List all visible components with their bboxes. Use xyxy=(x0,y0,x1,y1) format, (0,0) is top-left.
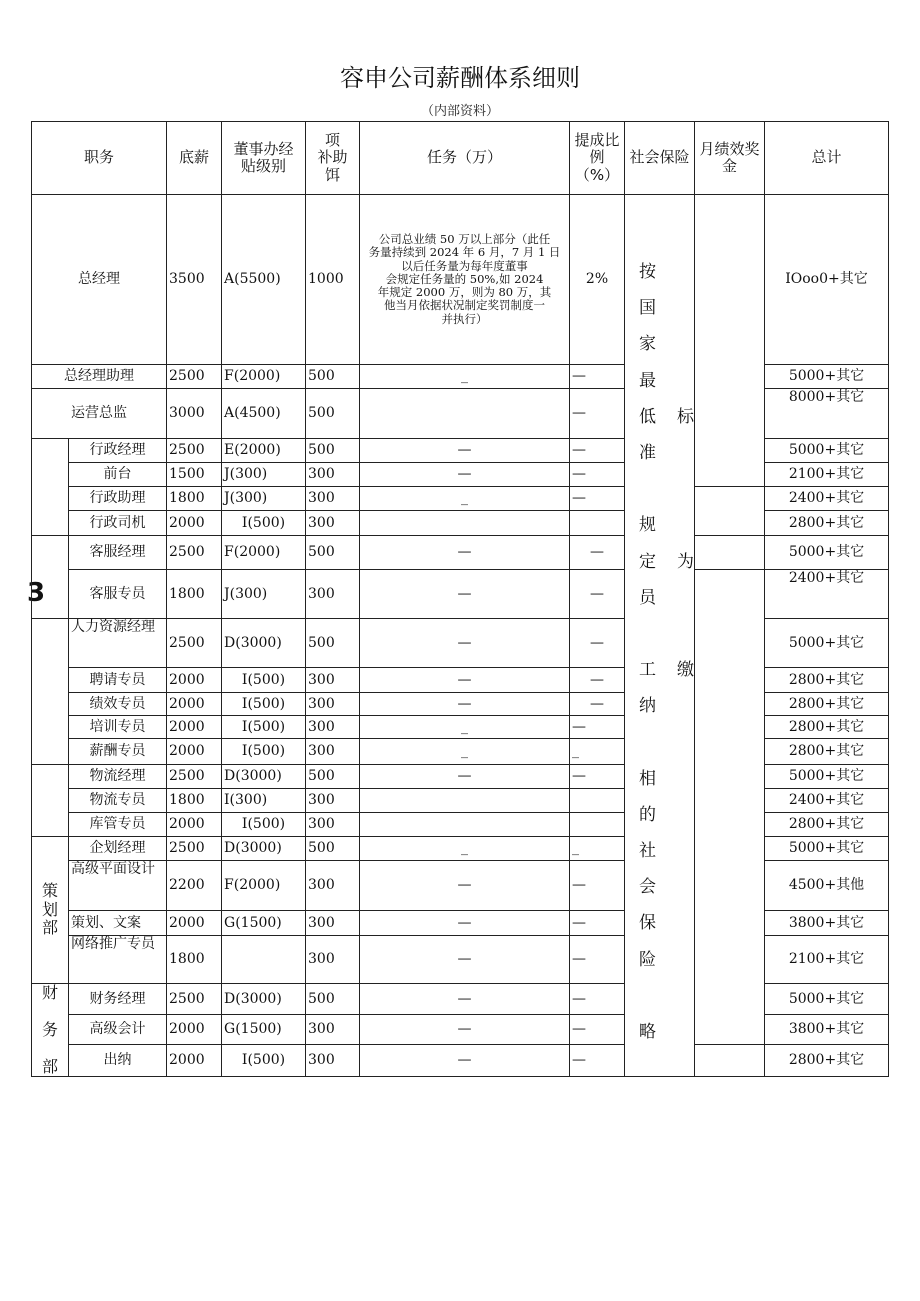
dept-cell-finance: 财 务 部 xyxy=(32,984,69,1077)
table-row xyxy=(32,570,889,619)
bonus-cell xyxy=(695,536,765,570)
dept-cell-service xyxy=(32,536,69,619)
allowance-cell: 300 xyxy=(306,911,360,936)
page-subtitle: （内部资料） xyxy=(420,104,499,119)
bonus-cell xyxy=(695,1045,765,1077)
header-social: 社会保险 xyxy=(625,122,695,195)
social-insurance-cell: 按 国 家 最 低 标 准 规 定 为 员 工 缴 纳 相 的 社 会 保 险 略 xyxy=(625,195,695,1077)
allowance-cell: 300 xyxy=(306,487,360,511)
ratio-cell: _ xyxy=(570,739,625,765)
task-cell xyxy=(360,511,570,536)
subsidy-cell: A(5500) xyxy=(222,195,306,365)
bonus-cell xyxy=(695,195,765,487)
allowance-cell: 300 xyxy=(306,1014,360,1045)
subsidy-cell: D(3000) xyxy=(222,984,306,1015)
subsidy-cell: I(500) xyxy=(222,1045,306,1077)
position-cell: 行政经理 xyxy=(69,439,167,463)
base-cell: 2000 xyxy=(167,1014,222,1045)
task-cell: — xyxy=(360,439,570,463)
subsidy-cell xyxy=(222,936,306,984)
base-cell: 2500 xyxy=(167,536,222,570)
allowance-cell: 500 xyxy=(306,439,360,463)
position-cell: 财务经理 xyxy=(69,984,167,1015)
total-cell: 2800+其它 xyxy=(765,716,889,739)
total-cell: 3800+其它 xyxy=(765,1014,889,1045)
position-cell: 库管专员 xyxy=(69,813,167,837)
allowance-cell: 300 xyxy=(306,1045,360,1077)
subsidy-cell: I(500) xyxy=(222,716,306,739)
header-row xyxy=(32,122,889,195)
position-cell: 物流经理 xyxy=(69,765,167,789)
base-cell: 2500 xyxy=(167,837,222,861)
page-title: 容申公司薪酬体系细则 xyxy=(340,64,580,92)
position-cell: 总经理助理 xyxy=(32,365,167,389)
ratio-cell: — xyxy=(570,765,625,789)
allowance-cell: 300 xyxy=(306,789,360,813)
dept-cell-admin xyxy=(32,439,69,536)
allowance-cell: 300 xyxy=(306,716,360,739)
ratio-cell: — xyxy=(570,984,625,1015)
dept-cell-logistics xyxy=(32,765,69,837)
total-cell: 2100+其它 xyxy=(765,463,889,487)
base-cell: 3000 xyxy=(167,389,222,439)
dept-cell-planning: 策 划 部 xyxy=(32,837,69,984)
task-cell xyxy=(360,389,570,439)
base-cell: 2500 xyxy=(167,765,222,789)
subsidy-cell: I(500) xyxy=(222,668,306,693)
base-cell: 2000 xyxy=(167,511,222,536)
ratio-cell: — xyxy=(570,911,625,936)
task-cell: — xyxy=(360,463,570,487)
bonus-cell xyxy=(695,487,765,536)
subsidy-cell: F(2000) xyxy=(222,536,306,570)
base-cell: 1800 xyxy=(167,570,222,619)
allowance-cell: 500 xyxy=(306,389,360,439)
position-cell: 客服经理 xyxy=(69,536,167,570)
position-cell: 高级会计 xyxy=(69,1014,167,1045)
ratio-cell xyxy=(570,511,625,536)
base-cell: 1800 xyxy=(167,789,222,813)
salary-table xyxy=(31,121,889,1077)
task-cell xyxy=(360,813,570,837)
total-cell: 2800+其它 xyxy=(765,668,889,693)
base-cell: 2000 xyxy=(167,813,222,837)
ratio-cell: — xyxy=(570,1045,625,1077)
task-cell: — xyxy=(360,536,570,570)
position-cell: 出纳 xyxy=(69,1045,167,1077)
position-cell: 策划、文案 xyxy=(69,911,167,936)
total-cell: IOoo0+其它 xyxy=(765,195,889,365)
subsidy-cell: D(3000) xyxy=(222,765,306,789)
total-cell: 2800+其它 xyxy=(765,739,889,765)
header-task: 任务（万） xyxy=(360,122,570,195)
task-cell: _ xyxy=(360,716,570,739)
subsidy-cell: D(3000) xyxy=(222,837,306,861)
task-cell: — xyxy=(360,861,570,911)
subsidy-cell: E(2000) xyxy=(222,439,306,463)
base-cell: 2000 xyxy=(167,739,222,765)
ratio-cell: — xyxy=(570,439,625,463)
allowance-cell: 300 xyxy=(306,813,360,837)
ratio-cell: — xyxy=(570,389,625,439)
subsidy-cell: D(3000) xyxy=(222,619,306,668)
ratio-cell: 2% xyxy=(570,195,625,365)
ratio-cell: — xyxy=(570,487,625,511)
position-cell: 行政司机 xyxy=(69,511,167,536)
position-cell: 客服专员 xyxy=(69,570,167,619)
subsidy-cell: J(300) xyxy=(222,463,306,487)
position-cell: 聘请专员 xyxy=(69,668,167,693)
ratio-cell: _ xyxy=(570,837,625,861)
ratio-cell: — xyxy=(570,861,625,911)
subsidy-cell: J(300) xyxy=(222,487,306,511)
total-cell: 5000+其它 xyxy=(765,837,889,861)
base-cell: 2000 xyxy=(167,911,222,936)
total-cell: 3800+其它 xyxy=(765,911,889,936)
total-cell: 4500+其他 xyxy=(765,861,889,911)
table-row xyxy=(32,1045,889,1077)
task-cell: — xyxy=(360,911,570,936)
allowance-cell: 300 xyxy=(306,693,360,716)
subsidy-cell: F(2000) xyxy=(222,365,306,389)
total-cell: 2800+其它 xyxy=(765,1045,889,1077)
ratio-cell: — xyxy=(570,693,625,716)
subsidy-cell: I(500) xyxy=(222,511,306,536)
allowance-cell: 300 xyxy=(306,739,360,765)
base-cell: 2500 xyxy=(167,365,222,389)
allowance-cell: 500 xyxy=(306,536,360,570)
header-position: 职务 xyxy=(32,122,167,195)
total-cell: 2400+其它 xyxy=(765,570,889,619)
allowance-cell: 1000 xyxy=(306,195,360,365)
subsidy-cell: I(300) xyxy=(222,789,306,813)
subsidy-cell: J(300) xyxy=(222,570,306,619)
ratio-cell: — xyxy=(570,365,625,389)
base-cell: 2000 xyxy=(167,668,222,693)
total-cell: 8000+其它 xyxy=(765,389,889,439)
total-cell: 2800+其它 xyxy=(765,511,889,536)
base-cell: 2500 xyxy=(167,619,222,668)
total-cell: 5000+其它 xyxy=(765,536,889,570)
ratio-cell xyxy=(570,789,625,813)
base-cell: 2500 xyxy=(167,984,222,1015)
ratio-cell: — xyxy=(570,668,625,693)
ratio-cell: — xyxy=(570,936,625,984)
position-cell: 培训专员 xyxy=(69,716,167,739)
table-row xyxy=(32,195,889,365)
position-cell: 物流专员 xyxy=(69,789,167,813)
position-cell: 薪酬专员 xyxy=(69,739,167,765)
task-cell: — xyxy=(360,1014,570,1045)
task-cell: — xyxy=(360,984,570,1015)
total-cell: 5000+其它 xyxy=(765,984,889,1015)
subsidy-cell: I(500) xyxy=(222,739,306,765)
base-cell: 1800 xyxy=(167,487,222,511)
ratio-cell: — xyxy=(570,716,625,739)
total-cell: 2100+其它 xyxy=(765,936,889,984)
position-cell: 网络推广专员 xyxy=(69,936,167,984)
task-cell: _ xyxy=(360,365,570,389)
total-cell: 5000+其它 xyxy=(765,765,889,789)
task-cell: — xyxy=(360,765,570,789)
total-cell: 5000+其它 xyxy=(765,365,889,389)
header-total: 总计 xyxy=(765,122,889,195)
header-base: 底薪 xyxy=(167,122,222,195)
allowance-cell: 500 xyxy=(306,837,360,861)
dept-cell-hr xyxy=(32,619,69,765)
allowance-cell: 300 xyxy=(306,936,360,984)
allowance-cell: 300 xyxy=(306,570,360,619)
allowance-cell: 500 xyxy=(306,619,360,668)
task-cell: — xyxy=(360,619,570,668)
table-row xyxy=(32,487,889,511)
allowance-cell: 300 xyxy=(306,511,360,536)
task-cell: — xyxy=(360,668,570,693)
base-cell: 2500 xyxy=(167,439,222,463)
position-cell: 企划经理 xyxy=(69,837,167,861)
allowance-cell: 500 xyxy=(306,365,360,389)
allowance-cell: 300 xyxy=(306,463,360,487)
ratio-cell: — xyxy=(570,463,625,487)
task-cell: _ xyxy=(360,837,570,861)
subsidy-cell: F(2000) xyxy=(222,861,306,911)
total-cell: 2400+其它 xyxy=(765,487,889,511)
header-subsidy: 董事办经 贴级别 xyxy=(222,122,306,195)
task-cell: — xyxy=(360,936,570,984)
total-cell: 5000+其它 xyxy=(765,619,889,668)
base-cell: 2000 xyxy=(167,1045,222,1077)
total-cell: 2400+其它 xyxy=(765,789,889,813)
position-cell: 前台 xyxy=(69,463,167,487)
position-cell: 高级平面设计 xyxy=(69,861,167,911)
ratio-cell xyxy=(570,813,625,837)
total-cell: 2800+其它 xyxy=(765,693,889,716)
allowance-cell: 500 xyxy=(306,765,360,789)
task-cell: 公司总业绩 50 万以上部分（此任 务量持续到 2024 年 6 月，7 月 1 日 以后任务量为每年度董事 会规定任务量的 50%,如 2024 年规定 2000 万，则为 80 万，其 他当月依据状况制定奖罚制度一 并执行） xyxy=(360,195,570,365)
task-cell xyxy=(360,789,570,813)
position-cell: 绩效专员 xyxy=(69,693,167,716)
task-cell: _ xyxy=(360,739,570,765)
base-cell: 3500 xyxy=(167,195,222,365)
base-cell: 1800 xyxy=(167,936,222,984)
ratio-cell: — xyxy=(570,1014,625,1045)
total-cell: 5000+其它 xyxy=(765,439,889,463)
base-cell: 1500 xyxy=(167,463,222,487)
task-cell: _ xyxy=(360,487,570,511)
total-cell: 2800+其它 xyxy=(765,813,889,837)
task-cell: — xyxy=(360,1045,570,1077)
margin-mark: 3 xyxy=(27,578,46,608)
ratio-cell: — xyxy=(570,536,625,570)
subsidy-cell: G(1500) xyxy=(222,911,306,936)
allowance-cell: 500 xyxy=(306,984,360,1015)
position-cell: 人力资源经理 xyxy=(69,619,167,668)
allowance-cell: 300 xyxy=(306,668,360,693)
base-cell: 2200 xyxy=(167,861,222,911)
header-allowance: 项 补助 饵 xyxy=(306,122,360,195)
allowance-cell: 300 xyxy=(306,861,360,911)
ratio-cell: — xyxy=(570,570,625,619)
bonus-cell xyxy=(695,570,765,1045)
header-ratio: 提成比 例 （%） xyxy=(570,122,625,195)
position-cell: 行政助理 xyxy=(69,487,167,511)
subsidy-cell: I(500) xyxy=(222,693,306,716)
position-cell: 总经理 xyxy=(32,195,167,365)
task-cell: — xyxy=(360,693,570,716)
header-bonus: 月绩效奖 金 xyxy=(695,122,765,195)
base-cell: 2000 xyxy=(167,716,222,739)
task-cell: — xyxy=(360,570,570,619)
subsidy-cell: G(1500) xyxy=(222,1014,306,1045)
subsidy-cell: A(4500) xyxy=(222,389,306,439)
base-cell: 2000 xyxy=(167,693,222,716)
subsidy-cell: I(500) xyxy=(222,813,306,837)
position-cell: 运营总监 xyxy=(32,389,167,439)
table-row xyxy=(32,536,889,570)
ratio-cell: — xyxy=(570,619,625,668)
